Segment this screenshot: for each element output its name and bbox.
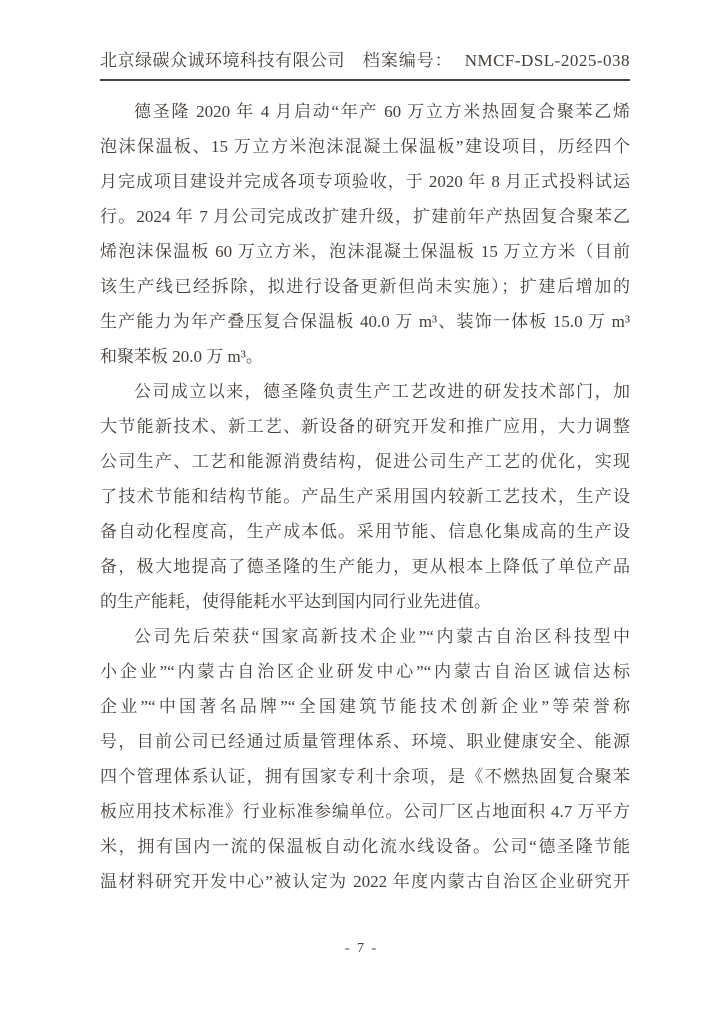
text-line: 该生产线已经拆除，拟进行设备更新但尚未实施）；扩建后增加的 bbox=[100, 277, 630, 296]
text-line: 和聚苯板 20.0 万 m³。 bbox=[100, 347, 263, 366]
text-line: 公司成立以来，德圣隆负责生产工艺改进的研发技术部门，加 bbox=[134, 382, 630, 401]
text-line: 备自动化程度高，生产成本低。采用节能、信息化集成高的生产设 bbox=[100, 522, 630, 541]
document-body bbox=[100, 94, 630, 899]
text-line: 泡沫保温板、15 万立方米泡沫混凝土保温板”建设项目，历经四个 bbox=[100, 137, 630, 156]
text-line: 备，极大地提高了德圣隆的生产能力，更从根本上降低了单位产品 bbox=[100, 557, 630, 576]
document-header bbox=[100, 0, 630, 81]
text-line: 德圣隆 2020 年 4 月启动“年产 60 万立方米热固复合聚苯乙烯 bbox=[134, 102, 630, 121]
archive-label: 档案编号： bbox=[362, 51, 453, 70]
text-line: 板应用技术标准》行业标准参编单位。公司厂区占地面积 4.7 万平方 bbox=[100, 802, 630, 821]
archive-number: NMCF-DSL-2025-038 bbox=[464, 51, 630, 70]
text-line: 行。2024 年 7 月公司完成改扩建升级，扩建前年产热固复合聚苯乙 bbox=[100, 207, 630, 226]
text-line: 小企业”“内蒙古自治区企业研发中心”“内蒙古自治区诚信达标 bbox=[100, 662, 630, 681]
text-line: 公司生产、工艺和能源消费结构，促进公司生产工艺的优化，实现 bbox=[100, 452, 630, 471]
text-line: 号，目前公司已经通过质量管理体系、环境、职业健康安全、能源 bbox=[100, 732, 630, 751]
text-line: 了技术节能和结构节能。产品生产采用国内较新工艺技术，生产设 bbox=[100, 487, 630, 506]
text-line: 大节能新技术、新工艺、新设备的研究开发和推广应用，大力调整 bbox=[100, 417, 630, 436]
text-line: 四个管理体系认证，拥有国家专利十余项，是《不燃热固复合聚苯 bbox=[100, 767, 630, 786]
text-line: 企业”“中国著名品牌”“全国建筑节能技术创新企业”等荣誉称 bbox=[100, 697, 630, 716]
text-line: 米，拥有国内一流的保温板自动化流水线设备。公司“德圣隆节能 bbox=[100, 837, 630, 856]
paragraph-2 bbox=[100, 374, 630, 619]
text-line: 温材料研究开发中心”被认定为 2022 年度内蒙古自治区企业研究开 bbox=[100, 872, 630, 891]
text-line: 月完成项目建设并完成各项专项验收，于 2020 年 8 月正式投料试运 bbox=[100, 172, 630, 191]
paragraph-1 bbox=[100, 94, 630, 374]
archive-number-group bbox=[363, 46, 630, 71]
page-footer bbox=[0, 941, 723, 957]
text-line: 生产能力为年产叠压复合保温板 40.0 万 m³、装饰一体板 15.0 万 m³ bbox=[100, 312, 630, 331]
text-line: 的生产能耗，使得能耗水平达到国内同行业先进值。 bbox=[100, 592, 491, 611]
company-name: 北京绿碳众诚环境科技有限公司 bbox=[100, 51, 345, 70]
page-number: - 7 - bbox=[344, 941, 379, 956]
text-line: 公司先后荣获“国家高新技术企业”“内蒙古自治区科技型中 bbox=[134, 627, 630, 646]
text-line: 烯泡沫保温板 60 万立方米，泡沫混凝土保温板 15 万立方米（目前 bbox=[100, 242, 630, 261]
paragraph-3 bbox=[100, 619, 630, 899]
